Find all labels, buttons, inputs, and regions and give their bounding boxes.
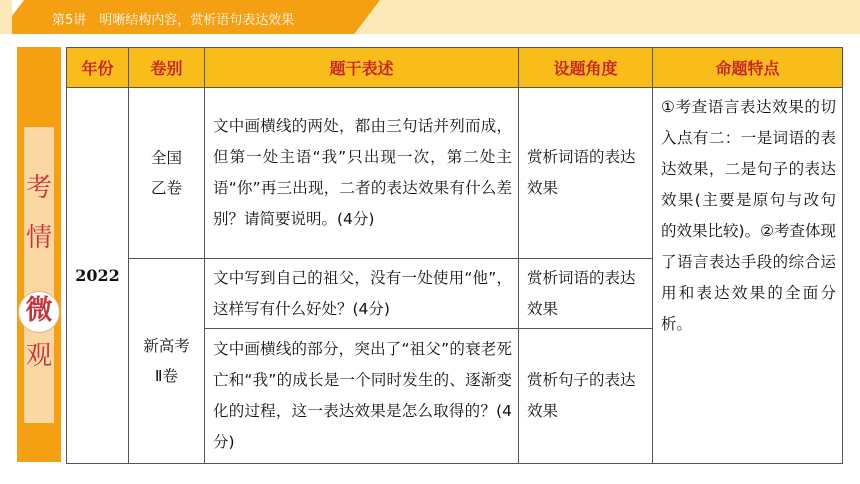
header-bar bbox=[0, 0, 860, 34]
features-cell: ①考查语言表达效果的切入点有二：一是词语的表达效果，二是句子的表达效果(主要是原句与改句的效果比较)。②考查体现了语言表达手段的综合运用和表达效果的全面分析。 bbox=[653, 88, 843, 464]
angle-cell: 赏析词语的表达效果 bbox=[519, 259, 653, 329]
side-banner-panel bbox=[24, 127, 54, 423]
header-question: 题干表述 bbox=[205, 48, 519, 88]
table-row bbox=[67, 88, 843, 259]
header-features: 命题特点 bbox=[653, 48, 843, 88]
angle-cell: 赏析词语的表达效果 bbox=[519, 88, 653, 259]
header-year: 年份 bbox=[67, 48, 129, 88]
side-char-wei-badge: 微 bbox=[18, 291, 60, 333]
exam-analysis-table bbox=[66, 47, 843, 464]
paper-label: 新高考Ⅱ卷 bbox=[143, 336, 190, 385]
question-cell: 文中画横线的两处，都由三句话并列而成，但第一处主语“我”只出现一次，第二处主语“你”再三出现，二者的表达效果有什么差别？请简要说明。(4分) bbox=[205, 88, 519, 259]
header-paper: 卷别 bbox=[129, 48, 205, 88]
title-tab-notch bbox=[12, 0, 24, 16]
table-header-row bbox=[67, 48, 843, 88]
year-cell: 2022 bbox=[67, 88, 129, 464]
header-angle: 设题角度 bbox=[519, 48, 653, 88]
side-banner bbox=[17, 47, 61, 462]
page-title: 第5讲 明晰结构内容，赏析语句表达效果 bbox=[52, 13, 295, 28]
side-char-guan: 观 bbox=[25, 341, 52, 371]
angle-cell: 赏析句子的表达效果 bbox=[519, 329, 653, 464]
paper-cell bbox=[129, 88, 205, 259]
question-cell: 文中写到自己的祖父，没有一处使用“他”，这样写有什么好处？(4分) bbox=[205, 259, 519, 329]
paper-label: 全国乙卷 bbox=[150, 148, 182, 197]
side-char-kao: 考 bbox=[25, 173, 52, 203]
paper-cell bbox=[129, 259, 205, 464]
side-char-qing: 情 bbox=[25, 223, 52, 253]
question-cell: 文中画横线的部分，突出了“祖父”的衰老死亡和“我”的成长是一个同时发生的、逐渐变化的过程，这一表达效果是怎么取得的？(4分) bbox=[205, 329, 519, 464]
